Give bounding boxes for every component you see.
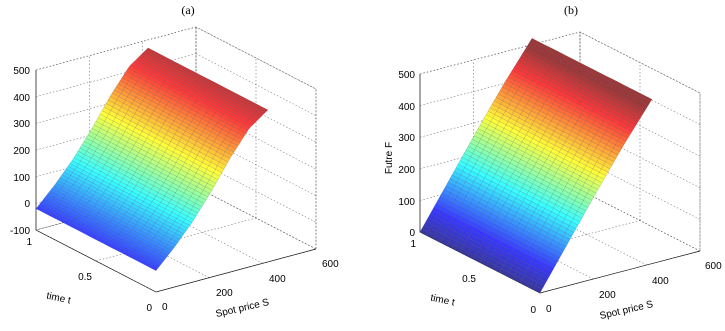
z-tick-label: 300 [398, 133, 415, 144]
y-tick-label: 0 [530, 305, 536, 316]
z-tick-label: 100 [398, 197, 415, 208]
z-tick-label: 400 [13, 93, 30, 104]
x-tick-label: 600 [705, 261, 722, 272]
z-tick-label: 0 [409, 228, 415, 239]
x-tick-label: 0 [162, 302, 168, 313]
x-tick-label: 200 [599, 290, 616, 301]
panel-b [384, 3, 722, 322]
x-tick-label: 400 [652, 276, 669, 287]
panel-b-z-axis-label: Futre F [384, 141, 395, 175]
x-tick-label: 0 [546, 304, 552, 315]
y-tick-label: 1 [26, 237, 32, 248]
z-tick-label: 0 [24, 199, 30, 210]
panel-b-surface [420, 38, 652, 293]
z-tick-label: 100 [13, 173, 30, 184]
y-tick-label: 0 [146, 303, 152, 314]
y-tick-label: 0.5 [78, 272, 92, 283]
y-tick-label: 0.5 [462, 274, 476, 285]
z-tick-label: -100 [9, 226, 30, 237]
panel-b-x-axis-label: Spot price S [598, 299, 655, 323]
z-tick-label: 300 [13, 119, 30, 130]
z-tick-label: 400 [398, 102, 415, 113]
z-tick-label: 500 [13, 66, 30, 77]
panel-b-title: (b) [564, 3, 578, 17]
panel-a-x-axis-label: Spot price S [214, 297, 271, 321]
panel-a-title: (a) [181, 3, 195, 17]
z-tick-label: 200 [13, 146, 30, 157]
y-tick-label: 1 [410, 239, 416, 250]
x-tick-label: 400 [269, 274, 286, 285]
panel-b-y-axis-label: time t [429, 292, 456, 309]
z-tick-label: 200 [398, 165, 415, 176]
x-tick-label: 600 [322, 259, 339, 270]
panel-a-surface [36, 48, 268, 271]
x-tick-label: 200 [216, 288, 233, 299]
panel-a-y-axis-label: time t [45, 290, 72, 307]
z-tick-label: 500 [398, 70, 415, 81]
panel-a [10, 3, 339, 320]
